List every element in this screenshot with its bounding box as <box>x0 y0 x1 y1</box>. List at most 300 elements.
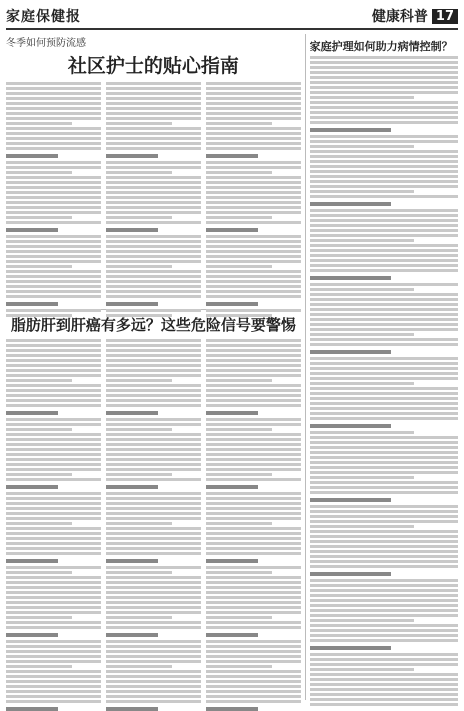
text-line <box>106 660 201 663</box>
text-line <box>310 362 458 365</box>
text-line <box>206 680 301 683</box>
text-line <box>106 132 201 135</box>
masthead <box>6 4 458 30</box>
text-line <box>106 695 201 698</box>
text-line <box>106 166 201 169</box>
text-line <box>310 175 458 178</box>
text-line <box>6 601 101 604</box>
text-line <box>106 399 201 402</box>
text-line <box>6 379 72 382</box>
text-line <box>106 404 201 407</box>
text-line <box>6 591 101 594</box>
article-body <box>6 337 301 692</box>
text-line <box>310 634 458 637</box>
text-line <box>206 517 301 520</box>
text-line <box>310 308 458 311</box>
text-line <box>6 680 101 683</box>
text-line <box>310 111 458 114</box>
text-line <box>6 571 72 574</box>
text-line <box>310 446 458 449</box>
text-line <box>106 107 201 110</box>
text-line <box>206 670 301 673</box>
article-body <box>6 80 301 305</box>
text-line <box>106 606 201 609</box>
text-line <box>206 196 301 199</box>
text-line <box>6 596 101 599</box>
text-line <box>206 374 301 377</box>
text-line <box>206 147 301 150</box>
text-line <box>6 107 101 110</box>
text-line <box>6 240 101 243</box>
text-line <box>310 436 458 439</box>
text-line <box>106 250 201 253</box>
text-line <box>310 545 458 548</box>
text-line <box>310 96 414 99</box>
text-line <box>206 97 301 100</box>
text-line <box>206 542 301 545</box>
text-line <box>310 407 458 410</box>
text-line <box>106 142 201 145</box>
text-line <box>106 566 201 569</box>
text-line <box>310 91 458 94</box>
text-line <box>310 298 458 301</box>
text-line <box>6 87 101 90</box>
text-line <box>106 235 201 238</box>
text-line <box>106 92 201 95</box>
text-line <box>106 512 201 515</box>
text-line <box>6 399 101 402</box>
text-line <box>106 522 172 525</box>
text-line <box>310 318 458 321</box>
subheading-block <box>106 302 158 306</box>
text-line <box>310 619 414 622</box>
body-column <box>310 56 458 676</box>
text-line <box>106 211 201 214</box>
text-line <box>106 260 201 263</box>
text-line <box>206 552 301 555</box>
subheading-block <box>6 559 58 563</box>
text-line <box>310 530 458 533</box>
text-line <box>310 343 458 346</box>
text-line <box>310 382 414 385</box>
body-column <box>6 80 101 305</box>
body-column <box>106 80 201 305</box>
subheading-block <box>206 485 258 489</box>
text-line <box>310 584 458 587</box>
text-line <box>106 171 172 174</box>
text-line <box>6 512 101 515</box>
text-line <box>206 537 301 540</box>
text-line <box>206 221 301 224</box>
text-line <box>106 527 201 530</box>
text-line <box>106 463 201 466</box>
left-column <box>6 34 301 700</box>
text-line <box>6 527 101 530</box>
text-line <box>6 147 101 150</box>
text-line <box>6 369 101 372</box>
subheading-block <box>6 633 58 637</box>
article-headline: 家庭护理如何助力病情控制？ <box>309 40 453 53</box>
text-line <box>310 106 458 109</box>
text-line <box>206 359 301 362</box>
text-line <box>106 240 201 243</box>
text-line <box>106 87 201 90</box>
text-line <box>310 505 458 508</box>
paper-name: 家庭保健报 <box>6 9 81 25</box>
text-line <box>6 660 101 663</box>
text-line <box>6 576 101 579</box>
text-line <box>310 491 458 494</box>
text-line <box>206 611 301 614</box>
text-line <box>310 101 458 104</box>
text-line <box>206 354 301 357</box>
text-line <box>106 685 201 688</box>
text-line <box>106 423 201 426</box>
text-line <box>206 616 272 619</box>
text-line <box>6 394 101 397</box>
text-line <box>310 412 458 415</box>
text-line <box>206 586 301 589</box>
text-line <box>6 349 101 352</box>
text-line <box>6 640 101 643</box>
text-line <box>206 92 301 95</box>
text-line <box>206 122 272 125</box>
text-line <box>206 492 301 495</box>
subheading-block <box>106 559 158 563</box>
text-line <box>106 596 201 599</box>
text-line <box>106 542 201 545</box>
text-line <box>6 404 101 407</box>
text-line <box>206 645 301 648</box>
subheading-block <box>6 411 58 415</box>
text-line <box>310 195 458 198</box>
text-line <box>206 349 301 352</box>
subheading-block <box>310 276 392 280</box>
text-line <box>6 255 101 258</box>
text-line <box>206 443 301 446</box>
text-line <box>206 245 301 248</box>
text-line <box>6 235 101 238</box>
text-line <box>310 520 458 523</box>
text-line <box>206 309 301 312</box>
subheading-block <box>6 707 58 711</box>
text-line <box>206 606 301 609</box>
text-line <box>6 216 72 219</box>
text-line <box>6 285 101 288</box>
text-line <box>106 517 201 520</box>
text-line <box>310 560 458 563</box>
text-line <box>206 675 301 678</box>
text-line <box>310 604 458 607</box>
text-line <box>206 532 301 535</box>
text-line <box>310 466 458 469</box>
text-line <box>106 552 201 555</box>
text-line <box>206 522 272 525</box>
text-line <box>310 683 458 686</box>
text-line <box>106 255 201 258</box>
text-line <box>106 502 201 505</box>
text-line <box>206 399 301 402</box>
text-line <box>106 428 172 431</box>
text-line <box>106 448 201 451</box>
text-line <box>106 369 201 372</box>
text-line <box>310 121 458 124</box>
text-line <box>106 359 201 362</box>
text-line <box>106 611 201 614</box>
text-line <box>106 117 201 120</box>
text-line <box>106 275 201 278</box>
subheading-block <box>106 485 158 489</box>
text-line <box>206 142 301 145</box>
text-line <box>206 507 301 510</box>
text-line <box>106 394 201 397</box>
text-line <box>6 566 101 569</box>
text-line <box>6 280 101 283</box>
article-liver <box>6 314 301 696</box>
text-line <box>310 264 458 267</box>
text-line <box>206 112 301 115</box>
text-line <box>310 471 458 474</box>
text-line <box>310 663 458 666</box>
text-line <box>106 680 201 683</box>
text-line <box>206 102 301 105</box>
text-line <box>206 295 301 298</box>
text-line <box>6 502 101 505</box>
text-line <box>6 616 72 619</box>
text-line <box>206 591 301 594</box>
text-line <box>310 81 458 84</box>
text-line <box>106 690 201 693</box>
text-line <box>106 290 201 293</box>
subheading-block <box>310 498 392 502</box>
text-line <box>206 171 272 174</box>
text-line <box>6 260 101 263</box>
text-line <box>6 117 101 120</box>
text-line <box>106 675 201 678</box>
text-line <box>106 626 201 629</box>
text-line <box>310 476 414 479</box>
text-line <box>206 255 301 258</box>
text-line <box>6 695 101 698</box>
text-line <box>310 417 458 420</box>
text-line <box>106 621 201 624</box>
text-line <box>106 206 201 209</box>
subheading-block <box>310 424 392 428</box>
text-line <box>310 214 458 217</box>
text-line <box>6 112 101 115</box>
text-line <box>6 463 101 466</box>
text-line <box>6 581 101 584</box>
text-line <box>106 379 172 382</box>
text-line <box>6 275 101 278</box>
text-line <box>106 473 172 476</box>
text-line <box>310 155 458 158</box>
subheading-block <box>310 350 392 354</box>
text-line <box>206 166 301 169</box>
text-line <box>106 364 201 367</box>
text-line <box>310 367 458 370</box>
text-line <box>206 596 301 599</box>
text-line <box>206 695 301 698</box>
text-line <box>6 270 101 273</box>
text-line <box>106 700 201 703</box>
text-line <box>6 206 101 209</box>
text-line <box>106 389 201 392</box>
text-line <box>6 453 101 456</box>
text-line <box>310 328 458 331</box>
text-line <box>6 655 101 658</box>
text-line <box>310 456 458 459</box>
text-line <box>6 161 101 164</box>
text-line <box>106 547 201 550</box>
text-line <box>6 250 101 253</box>
text-line <box>206 700 301 703</box>
text-line <box>206 379 272 382</box>
text-line <box>310 135 458 138</box>
text-line <box>206 640 301 643</box>
text-line <box>206 621 301 624</box>
subheading-block <box>206 302 258 306</box>
text-line <box>310 71 458 74</box>
text-line <box>106 102 201 105</box>
text-line <box>206 137 301 140</box>
text-line <box>206 566 301 569</box>
text-line <box>310 668 414 671</box>
text-line <box>310 293 458 296</box>
text-line <box>310 313 458 316</box>
text-line <box>6 621 101 624</box>
article-flu <box>6 34 301 310</box>
text-line <box>310 639 458 642</box>
text-line <box>6 700 101 703</box>
text-line <box>6 497 101 500</box>
text-line <box>6 532 101 535</box>
subheading-block <box>106 154 158 158</box>
text-line <box>106 492 201 495</box>
text-line <box>310 116 458 119</box>
text-line <box>206 626 301 629</box>
text-line <box>6 586 101 589</box>
text-line <box>106 221 201 224</box>
text-line <box>206 478 301 481</box>
text-line <box>6 448 101 451</box>
text-line <box>106 265 172 268</box>
text-line <box>310 673 458 676</box>
text-line <box>206 453 301 456</box>
text-line <box>106 280 201 283</box>
text-line <box>310 283 458 286</box>
subheading-block <box>106 411 158 415</box>
text-line <box>310 323 458 326</box>
text-line <box>206 502 301 505</box>
text-line <box>310 614 458 617</box>
text-line <box>206 448 301 451</box>
text-line <box>310 535 458 538</box>
text-line <box>6 468 101 471</box>
text-line <box>6 443 101 446</box>
text-line <box>6 137 101 140</box>
text-line <box>106 645 201 648</box>
text-line <box>6 542 101 545</box>
text-line <box>310 185 458 188</box>
subheading-block <box>206 228 258 232</box>
text-line <box>6 221 101 224</box>
text-line <box>106 285 201 288</box>
text-line <box>310 441 458 444</box>
text-line <box>206 290 301 293</box>
article-headline: 社区护士的贴心指南 <box>67 55 239 77</box>
text-line <box>106 344 201 347</box>
text-line <box>106 576 201 579</box>
text-line <box>310 160 458 163</box>
text-line <box>310 698 458 701</box>
subheading-block <box>106 633 158 637</box>
text-line <box>310 402 458 405</box>
text-line <box>206 547 301 550</box>
text-line <box>206 211 301 214</box>
text-line <box>6 354 101 357</box>
text-line <box>6 537 101 540</box>
text-line <box>106 458 201 461</box>
body-column <box>6 337 101 692</box>
text-line <box>206 117 301 120</box>
text-line <box>206 369 301 372</box>
text-line <box>310 61 458 64</box>
text-line <box>310 678 458 681</box>
text-line <box>6 290 101 293</box>
text-line <box>106 196 201 199</box>
text-line <box>310 145 414 148</box>
text-line <box>106 601 201 604</box>
text-line <box>310 481 458 484</box>
text-line <box>106 349 201 352</box>
text-line <box>106 478 201 481</box>
text-line <box>206 285 301 288</box>
page-number: 17 <box>432 9 458 24</box>
text-line <box>106 453 201 456</box>
text-line <box>106 295 201 298</box>
text-line <box>6 309 101 312</box>
text-line <box>206 438 301 441</box>
text-line <box>310 451 458 454</box>
text-line <box>310 224 458 227</box>
text-line <box>6 82 101 85</box>
text-line <box>206 181 301 184</box>
text-line <box>106 112 201 115</box>
text-line <box>106 309 201 312</box>
text-line <box>6 191 101 194</box>
text-line <box>310 624 458 627</box>
text-line <box>310 653 458 656</box>
text-line <box>106 650 201 653</box>
text-line <box>206 463 301 466</box>
text-line <box>6 92 101 95</box>
body-column <box>206 337 301 692</box>
text-line <box>310 550 458 553</box>
text-line <box>206 527 301 530</box>
text-line <box>6 364 101 367</box>
text-line <box>206 601 301 604</box>
text-line <box>310 269 458 272</box>
text-line <box>6 171 72 174</box>
text-line <box>6 211 101 214</box>
text-line <box>6 102 101 105</box>
text-line <box>310 609 458 612</box>
text-line <box>6 473 72 476</box>
text-line <box>106 537 201 540</box>
text-line <box>310 338 458 341</box>
text-line <box>6 142 101 145</box>
